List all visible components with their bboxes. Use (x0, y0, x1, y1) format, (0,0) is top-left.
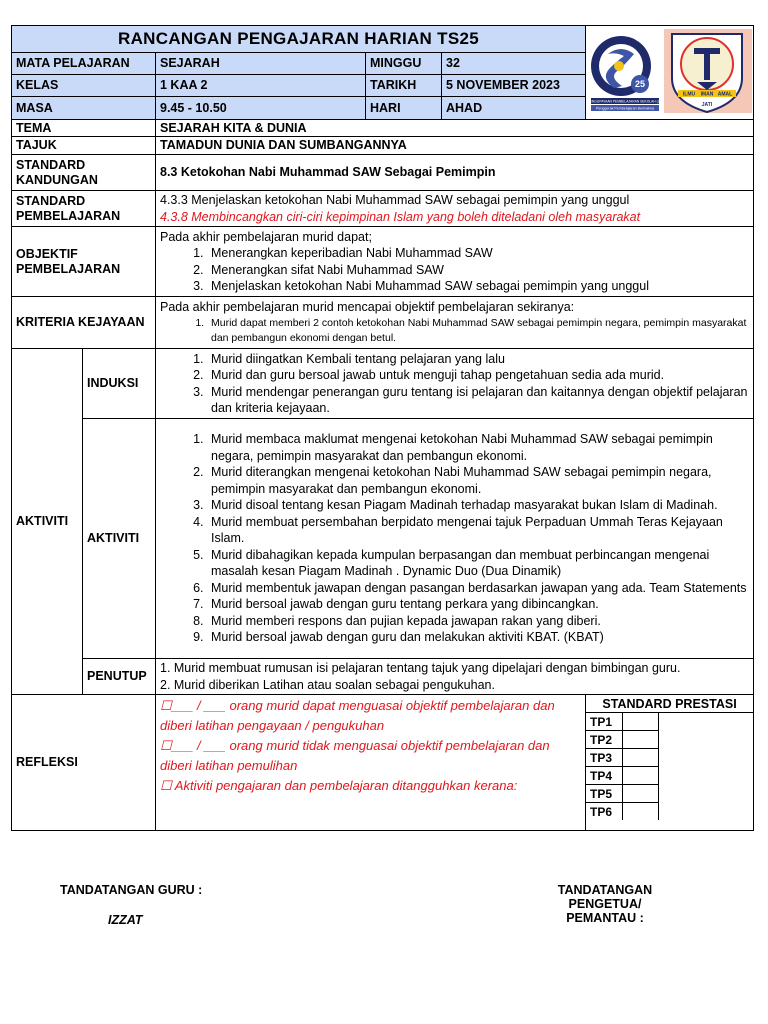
performance-standard-header: STANDARD PRESTASI (586, 695, 753, 713)
tp-label: TP1 (586, 713, 622, 731)
lesson-plan-table (11, 25, 754, 831)
time-label: MASA (12, 97, 156, 120)
school-crest-icon (664, 29, 752, 113)
tp-label: TP2 (586, 731, 622, 749)
principal-signature-label-line-1: TANDATANGAN PENGETUA/ (557, 883, 653, 911)
day-value: AHAD (442, 97, 586, 120)
theme-value: SEJARAH KITA & DUNIA (156, 120, 754, 137)
list-item: 8. Murid memberi respons dan pujian kepada jawapan rakan yang diberi. (207, 613, 749, 630)
list-item: 3. Menjelaskan ketokohan Nabi Muhammad SAW sebagai pemimpin yang unggul (207, 278, 749, 295)
reflection-label: REFLEKSI (12, 695, 156, 831)
induction-list (160, 351, 749, 417)
theme-label: TEMA (12, 120, 156, 137)
list-item: 1. Murid membaca maklumat mengenai ketokohan Nabi Muhammad SAW sebagai pemimpin negara, pemimpin masyarakat dan pembangun ekonomi. (207, 431, 749, 464)
learning-standard-value (156, 191, 754, 227)
teacher-signature-label: TANDATANGAN GURU : (60, 883, 203, 897)
main-activity-label: AKTIVITI (83, 419, 156, 659)
list-item: 6. Murid membentuk jawapan dengan pasangan berdasarkan jawapan yang ada. Team Statements (207, 580, 749, 597)
learning-standard-label: STANDARD PEMBELAJARAN (12, 191, 156, 227)
tp-checkbox[interactable] (622, 731, 658, 749)
svg-text:IMAN: IMAN (700, 91, 714, 98)
tp-checkbox[interactable] (622, 785, 658, 803)
subject-label: MATA PELAJARAN (12, 53, 156, 75)
date-label: TARIKH (366, 74, 442, 97)
class-label: KELAS (12, 74, 156, 97)
reflection-line-1: ☐___ / ___ orang murid dapat menguasai objektif pembelajaran dan diberi latihan pengayaan / pengukuhan (160, 698, 555, 733)
closure-line-1: 1. Murid membuat rumusan isi pelajaran tentang tajuk yang dipelajari dengan bimbingan guru. (160, 661, 681, 675)
page-title: RANCANGAN PENGAJARAN HARIAN TS25 (12, 26, 586, 53)
objectives-content (156, 227, 754, 297)
success-criteria-intro: Pada akhir pembelajaran murid mencapai objektif pembelajaran sekiranya: (160, 300, 575, 315)
week-value: 32 (442, 53, 586, 75)
objectives-intro: Pada akhir pembelajaran murid dapat; (160, 229, 372, 244)
list-item: 7. Murid bersoal jawab dengan guru tentang perkara yang dibincangkan. (207, 596, 749, 613)
ts25-and-school-crest-logo (586, 26, 754, 114)
main-activity-content (156, 419, 754, 659)
tp-checkbox[interactable] (622, 749, 658, 767)
lesson-plan-sheet (11, 25, 753, 831)
svg-text:25: 25 (635, 79, 646, 89)
content-standard-value: 8.3 Ketokohan Nabi Muhammad SAW Sebagai Pemimpin (156, 155, 754, 191)
list-item: 3. Murid mendengar penerangan guru tentang isi pelajaran dan kaitannya dengan objektif pelajaran dan kriteria kejayaan. (207, 384, 749, 417)
day-label: HARI (366, 97, 442, 120)
tp-label: TP6 (586, 803, 622, 821)
induction-label: INDUKSI (83, 349, 156, 419)
tp-checkbox[interactable] (622, 767, 658, 785)
ts25-logo-icon (588, 36, 663, 111)
class-value: 1 KAA 2 (156, 74, 366, 97)
list-item: 5. Murid dibahagikan kepada kumpulan berpasangan dan membuat perbincangan mengenai masalah kesan Piagam Madinah . Dynamic Duo (Dua Dinamik) (207, 547, 749, 580)
list-item: 1. Murid diingatkan Kembali tentang pelajaran yang lalu (207, 351, 749, 368)
svg-text:JATI: JATI (701, 102, 713, 108)
svg-text:AMAL: AMAL (717, 91, 733, 98)
tp-label: TP5 (586, 785, 622, 803)
reflection-content (156, 695, 586, 831)
success-criteria-list (160, 316, 749, 346)
activities-label: AKTIVITI (12, 349, 83, 695)
list-item: 3. Murid disoal tentang kesan Piagam Madinah terhadap masyarakat bukan Islam di Madinah. (207, 497, 749, 514)
topic-value: TAMADUN DUNIA DAN SUMBANGANNYA (156, 137, 754, 155)
topic-label: TAJUK (12, 137, 156, 155)
objectives-label: OBJEKTIF PEMBELAJARAN (12, 227, 156, 297)
teacher-name: IZZAT (108, 913, 143, 927)
content-standard-label: STANDARD KANDUNGAN (12, 155, 156, 191)
time-value: 9.45 - 10.50 (156, 97, 366, 120)
closure-content (156, 659, 754, 695)
performance-standard-table (586, 695, 753, 820)
closure-line-2: 2. Murid diberikan Latihan atau soalan sebagai pengukuhan. (160, 677, 495, 692)
reflection-line-3: ☐ Aktiviti pengajaran dan pembelajaran ditangguhkan kerana: (160, 778, 518, 793)
tp-checkbox[interactable] (622, 803, 658, 821)
list-item: 1. Menerangkan keperibadian Nabi Muhammad SAW (207, 245, 749, 262)
tp-label: TP3 (586, 749, 622, 767)
svg-text:ILMU: ILMU (682, 91, 696, 98)
performance-standard-panel (586, 695, 754, 831)
learning-standard-line-1: 4.3.3 Menjelaskan ketokohan Nabi Muhammad SAW sebagai pemimpin yang unggul (160, 193, 630, 207)
main-activity-list (160, 431, 749, 646)
svg-text:Penggerak Pembelajaran Bermakn: Penggerak Pembelajaran Bermakna (596, 106, 655, 111)
principal-signature-label (520, 883, 690, 925)
learning-standard-line-2: 4.3.8 Membincangkan ciri-ciri kepimpinan Islam yang boleh diteladani oleh masyarakat (160, 209, 641, 224)
closure-label: PENUTUP (83, 659, 156, 695)
induction-content (156, 349, 754, 419)
list-item: 9. Murid bersoal jawab dengan guru dan melakukan aktiviti KBAT. (KBAT) (207, 629, 749, 646)
list-item: 2. Murid diterangkan mengenai ketokohan Nabi Muhammad SAW sebagai pemimpin negara, pemimpin masyarakat dan pembangun ekonomi. (207, 464, 749, 497)
date-value: 5 NOVEMBER 2023 (442, 74, 586, 97)
success-criteria-content (156, 297, 754, 349)
reflection-line-2: ☐___ / ___ orang murid tidak menguasai objektif pembelajaran dan diberi latihan pemulihan (160, 738, 550, 773)
week-label: MINGGU (366, 53, 442, 75)
tp-checkbox[interactable] (622, 713, 658, 731)
principal-signature-label-line-2: PEMANTAU : (566, 911, 644, 925)
subject-value: SEJARAH (156, 53, 366, 75)
tp-label: TP4 (586, 767, 622, 785)
success-criteria-label: KRITERIA KEJAYAAN (12, 297, 156, 349)
svg-text:PENGUPAYAAN PEMBELAJARAN SEKOL: PENGUPAYAAN PEMBELAJARAN SEKOLAH (25) (587, 99, 663, 104)
list-item: 2. Menerangkan sifat Nabi Muhammad SAW (207, 262, 749, 279)
list-item: 4. Murid membuat persembahan berpidato mengenai tajuk Perpaduan Ummah Teras Kejayaan Islam. (207, 514, 749, 547)
school-logos (586, 26, 754, 120)
objectives-list (160, 245, 749, 295)
list-item: 1. Murid dapat memberi 2 contoh ketokohan Nabi Muhammad SAW sebagai pemimpin negara, pemimpin masyarakat dan pembangun ekonomi dengan betul. (207, 316, 749, 346)
list-item: 2. Murid dan guru bersoal jawab untuk menguji tahap pengetahuan sedia ada murid. (207, 367, 749, 384)
